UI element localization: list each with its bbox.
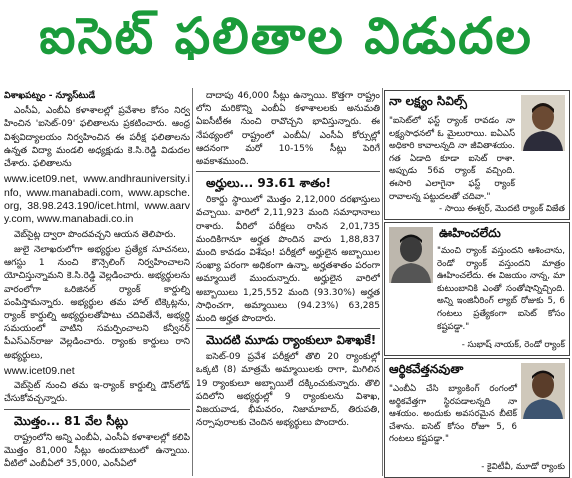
article-column-2 bbox=[196, 90, 380, 476]
portrait-photo bbox=[389, 227, 433, 283]
profile-quote: "ఎంబీఏ చేసి బ్యాంకింగ్ రంగంలో అర్థికవేత్తగా స్థిరపడాలన్నది నా ఆశయం. అందుకు అవసరమైన బీటెక్ చేశాను. ఐసెట్ కోసం రోజూ 5, 6 గంటలు కష్టపడ్డా." bbox=[389, 384, 517, 445]
seats-paragraph: రాష్ట్రంలోని అన్ని ఎంబీఏ, ఎంసీఏ కళాశాలల్లో కలిపి మొత్తం 81,000 సీట్లు అందుబాటులో ఉన్నాయి. వీటిలో ఎంబీఏలో 35,000, ఎంసీఏలో bbox=[4, 432, 190, 470]
headline: ఐసెట్ ఫలితాల విడుదల bbox=[39, 6, 533, 65]
column-divider bbox=[192, 88, 193, 476]
seats-continued: దాదాపు 46,000 సీట్లు ఉన్నాయి. కొత్తగా రాష్ట్రం లోని మరికొన్ని ఎంబీఏ కళాశాలలకు అనుమతి ఏఐసీటీఈ నుంచి రావొచ్చని భావిస్తున్నారు. ఈ నేపథ్యంలో రాష్ట్రంలో ఎంబీఏ/ ఎంసీఏ కోర్సుల్లో ఆదనంగా మరో 10-15% సీట్లు పెరిగే అవకాశముంది. bbox=[196, 91, 380, 168]
seats-subhead: మొత్తం... 81 వేల సీట్లు bbox=[4, 409, 190, 430]
portrait-photo bbox=[521, 95, 565, 151]
ranks-paragraph: ఐసెట్-09 ప్రవేశ పరీక్షలో తొలి 20 ర్యాంకుల్లో ఒక్కటి (8) మాత్రమే అమ్మాయిలకు రాగా, మిగిలిన 19 ర్యాంకులూ అబ్బాయిలే దక్కించుకున్నారు. తొలి పదిలోని అభ్యర్థుల్లో 9 ర్యాంకులను విశాఖ, విజయవాడ, భీమవరం, నిజామాబాద్, తిరుపతి, నర్సాపురాలకు చెందిన అభ్యర్థులు పొందారు. bbox=[196, 352, 380, 429]
profile-box-first-rank bbox=[384, 90, 570, 220]
profile-box-third-rank bbox=[384, 358, 570, 478]
column-divider bbox=[382, 88, 383, 476]
article-column-1 bbox=[4, 90, 190, 476]
profile-title: ఊహించలేదు bbox=[439, 226, 501, 240]
profile-signature: - సాయి ఈశ్వర్, మొదటి ర్యాంక్ విజేత bbox=[439, 204, 565, 214]
profile-signature: - సుభాష్ నాయక్, రెండో ర్యాంక్ bbox=[461, 340, 565, 350]
profile-title: ఆర్థికవేత్తనవుతా bbox=[389, 362, 464, 376]
profile-signature: - కైవిటీవీ, మూడో ర్యాంకు bbox=[481, 462, 565, 472]
qualified-subhead: అర్హులు... 93.61 శాతం! bbox=[196, 171, 380, 192]
download-url: www.icet09.net bbox=[4, 364, 75, 377]
results-urls: www.icet09.net, www.andhrauniversity.info, www.manabadi.com, www.apsche.org, 38.98.243.190/icet.html, www.aarvy.com, www.manabadi.co.in bbox=[4, 173, 190, 226]
intro-paragraph: ఎంసీఏ, ఎంబీఏ కళాశాలల్లో ప్రవేశాల కోసం నిర్వ హించిన 'ఐసెట్-09' ఫలితాలను ప్రకటించారు. ఆంధ్ర విశ్వవిద్యాలయం నిర్వహించిన ఈ పరీక్ష ఫలితాలను ఉన్నత విద్యా మండలి అధ్యక్షుడు కె.సి.రెడ్డి విడుదల చేశారు. ఫలితాలను bbox=[4, 106, 190, 170]
profile-box-second-rank bbox=[384, 222, 570, 356]
ranks-subhead: మొదటి మూడు ర్యాంకులూ విశాఖకే! bbox=[196, 328, 380, 349]
qualified-paragraph: రికార్డు స్థాయిలో మొత్తం 2,12,000 దరఖాస్తులు వచ్చాయి. వారిలో 2,11,923 మంది సమాధానాలు రాశారు. వీరిలో పరీక్షలు రాసిన 2,01,735 మందికిగానూ అర్హత పొందిన వారు 1,88,837 మంది కావడం విశేషం! పరీక్షలో అర్హులైన అబ్బాయిల సంఖ్యా పరంగా అధికంగా ఉన్నా, అర్హతశాతం పరంగా అమ్మాయిలే ముందున్నారు. అర్హులైన వారిలో అబ్బాయిలు 1,25,552 మంది (93.30%) అర్హత సాధించగా, అమ్మాయిలు (94.23%) 63,285 మంది అర్హత పొందారు. bbox=[196, 195, 380, 325]
profile-quote: "ఐసెట్‌లో ఫస్ట్ ర్యాంక్ రావడం నా లక్ష్యసాధనలో ఓ మైలురాయి. ఐఏఎస్ అధికారి కావాలన్నది నా జీవితాశయం. గత ఏడాది కూడా ఐసెట్ రాశా. అప్పుడు 56వ ర్యాంక్ వచ్చింది. ఈసారి ఎలాగైనా ఫస్ట్ ర్యాంక్ రావాలన్న పట్టుదలతో చదివా." bbox=[389, 116, 515, 202]
profile-title: నా లక్ష్యం సివిల్స్ bbox=[389, 94, 467, 108]
download-paragraph: వెబ్‌సైట్ నుంచి తమ ఇ-ర్యాంక్ కార్డుల్ని డౌన్‌లోడ్ చేసుకోవచ్చన్నారు. bbox=[4, 381, 190, 405]
profile-quote: "మంచి ర్యాంక్ వస్తుందని ఆశించాను, రెండో ర్యాంక్ వస్తుందని మాత్రం ఊహించలేదు. ఈ విజయం నాన్న, మా కుటుంబానికి ఎంతో సంతోషాన్నిచ్చింది. అన్ని ఇంజినీరింగ్ ల్యాబ్ రోజుకు 5, 6 గంటలు ప్రత్యేకంగా ఐసెట్ కోసం కష్టపడ్డా." bbox=[437, 246, 565, 332]
counselling-paragraph: జులై నెలాఖరులోగా అభ్యర్థుల ప్రత్యేక సూచనలు, ఆగస్టు 1 నుంచి కౌన్సెలింగ్ నిర్వహించాలని యోచిస్తున్నామని కె.సి.రెడ్డి వెల్లడించారు. అభ్యర్థులను వారంలోగా ఒరిజినల్ ర్యాంక్ కార్డుల్ని పంపిస్తామన్నారు. అభ్యర్థుల తమ హాల్ టిక్కెట్లను, ర్యాంక్ కార్డుల్ని అభ్యర్థులతోపాటు చదివితేనే, అభ్యర్థి సమయంలో వాటిని సమర్పించాలని కన్వీనర్ పీఎస్ఎన్‌రాజు వెల్లడించారు. ర్యాంకు కార్డులు రాని అభ్యర్థులు, bbox=[4, 245, 190, 361]
dateline: విశాఖపట్నం - న్యూస్‌టుడే bbox=[4, 91, 96, 101]
portrait-photo bbox=[521, 363, 565, 419]
website-note: వెబ్‌సైట్ల ద్వారా పొందవచ్చని ఆయన తెలిపారు. bbox=[14, 229, 176, 240]
